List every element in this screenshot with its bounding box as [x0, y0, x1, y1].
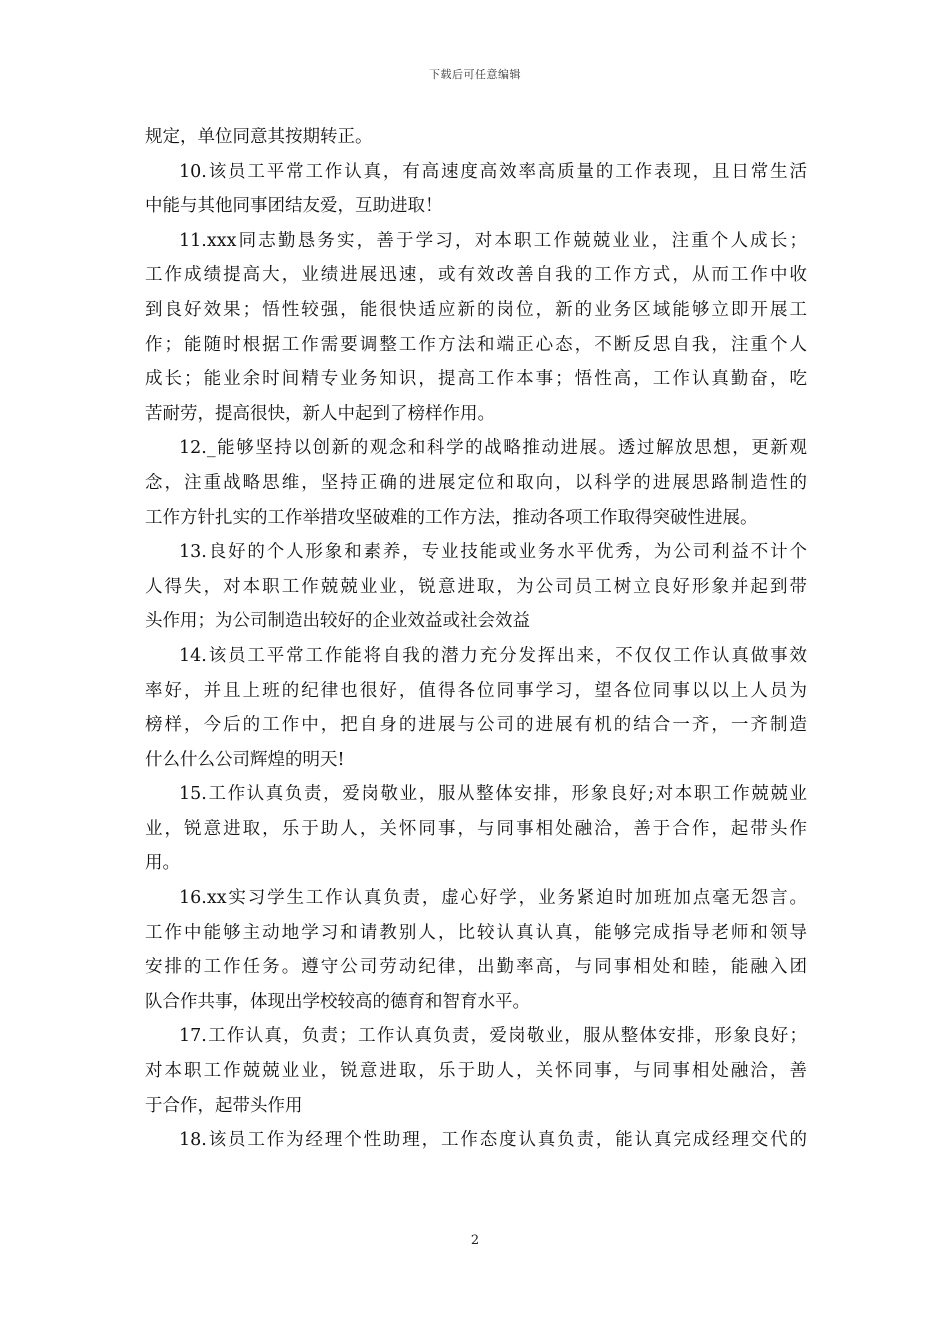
text-line: 规定，单位同意其按期转正。 [145, 127, 373, 147]
text-line: 率好，并且上班的纪律也很好，值得各位同事学习，望各位同事以以上人员为 [145, 680, 807, 701]
text-line: 工作中能够主动地学习和请教别人，比较认真认真，能够完成指导老师和领导 [145, 922, 807, 943]
text-line: 人得失，对本职工作兢兢业业，锐意进取，为公司员工树立良好形象并起到带 [145, 576, 807, 597]
text-line: 12._能够坚持以创新的观念和科学的战略推动进展。透过解放思想，更新观 [179, 438, 807, 459]
text-line: 头作用；为公司制造出较好的企业效益或社会效益 [145, 611, 530, 632]
text-line: 18.该员工作为经理个性助理，工作态度认真负责，能认真完成经理交代的 [179, 1130, 807, 1151]
page-footer [0, 1233, 950, 1248]
text-line: 苦耐劳，提高很快，新人中起到了榜样作用。 [145, 403, 495, 424]
text-line: 什么什么公司辉煌的明天! [145, 749, 345, 770]
text-line: 14.该员工平常工作能将自我的潜力充分发挥出来，不仅仅工作认真做事效 [179, 645, 807, 666]
page-number: 2 [470, 1233, 480, 1248]
text-line: 作；能随时根据工作需要调整工作方法和端正心态，不断反思自我，注重个人 [145, 334, 807, 355]
text-line: 对本职工作兢兢业业，锐意进取，乐于助人，关怀同事，与同事相处融洽，善 [145, 1061, 807, 1082]
text-line: 用。 [145, 853, 180, 874]
text-line: 中能与其他同事团结友爱，互助进取！ [145, 196, 443, 217]
text-line: 队合作共事，体现出学校较高的德育和智育水平。 [145, 991, 530, 1012]
text-line: 成长；能业余时间精专业务知识，提高工作本事；悟性高，工作认真勤奋，吃 [145, 369, 807, 390]
text-line: 15.工作认真负责，爱岗敬业，服从整体安排，形象良好;对本职工作兢兢业 [179, 784, 807, 805]
text-line: 念，注重战略思维，坚持正确的进展定位和取向，以科学的进展思路制造性的 [145, 472, 807, 493]
text-line: 到良好效果；悟性较强，能很快适应新的岗位，新的业务区域能够立即开展工 [145, 299, 807, 320]
document-body [145, 120, 807, 1158]
text-line: 11.xxx同志勤恳务实，善于学习，对本职工作兢兢业业，注重个人成长； [179, 230, 807, 251]
text-line: 工作方针扎实的工作举措攻坚破难的工作方法，推动各项工作取得突破性进展。 [145, 507, 758, 528]
text-line: 于合作，起带头作用 [145, 1095, 303, 1116]
text-line: 13.良好的个人形象和素养，专业技能或业务水平优秀，为公司利益不计个 [179, 542, 807, 563]
text-line: 17.工作认真，负责；工作认真负责，爱岗敬业，服从整体安排，形象良好； [179, 1026, 807, 1047]
text-line: 16.xx实习学生工作认真负责，虚心好学，业务紧迫时加班加点毫无怨言。 [179, 888, 807, 909]
text-line: 安排的工作任务。遵守公司劳动纪律，出勤率高，与同事相处和睦，能融入团 [145, 957, 807, 978]
text-line: 业，锐意进取，乐于助人，关怀同事，与同事相处融洽，善于合作，起带头作 [145, 818, 807, 839]
text-line: 工作成绩提高大，业绩进展迅速，或有效改善自我的工作方式，从而工作中收 [145, 265, 807, 286]
text-line: 10.该员工平常工作认真，有高速度高效率高质量的工作表现，且日常生活 [179, 161, 807, 182]
page-header [0, 66, 950, 82]
header-text: 下载后可任意编辑 [429, 68, 521, 81]
text-line: 榜样，今后的工作中，把自身的进展与公司的进展有机的结合一齐，一齐制造 [145, 715, 807, 736]
